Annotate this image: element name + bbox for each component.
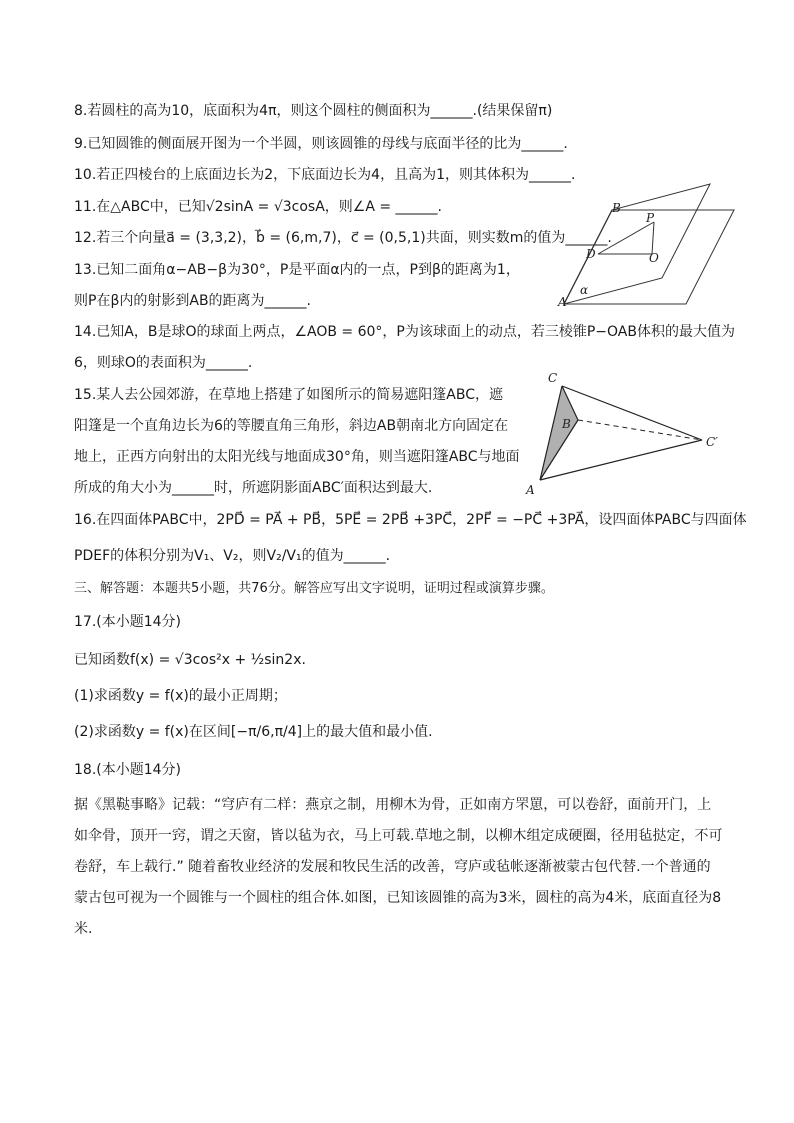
q17-part1: (1)求函数y = f(x)的最小正周期； (74, 688, 287, 704)
label-d: D (586, 247, 596, 261)
q14-line2: 6，则球O的表面积为______. (74, 355, 253, 371)
edge-c-cprime (562, 386, 702, 440)
q13-line2: 则P在β内的射影到AB的距离为______. (74, 293, 312, 309)
q8: 8.若圆柱的高为10，底面积为4π，则这个圆柱的侧面积为______.(结果保留π) (74, 103, 553, 119)
q15-line2: 阳篷是一个直角边长为6的等腰直角三角形，斜边AB朝南北方向固定在 (74, 418, 509, 434)
q18-title: 18.(本小题14分) (74, 762, 182, 778)
label-o: O (649, 251, 659, 265)
q12: 12.若三个向量a⃗ = (3,3,2)，b⃗ = (6,m,7)，c⃗ = (0,5,1)共面，则实数m的值为______. (74, 230, 612, 246)
segment-d-p (598, 222, 654, 254)
segment-p-o (652, 222, 654, 254)
label-a2: A (526, 483, 535, 497)
label-b2: B (562, 417, 571, 431)
label-c: C (548, 371, 558, 385)
edge-b-cprime (578, 420, 702, 440)
q13-line1: 13.已知二面角α−AB−β为30°，P是平面α内的一点，P到β的距离为1， (74, 262, 520, 278)
q14-line1: 14.已知A，B是球O的球面上两点，∠AOB = 60°，P为该球面上的动点，若三棱锥P−OAB体积的最大值为 (74, 324, 735, 340)
section-header: 三、解答题：本题共5小题，共76分。解答应写出文字说明，证明过程或演算步骤。 (74, 581, 554, 596)
q18-body: 据《黑鞑事略》记载：“穹庐有二样：燕京之制，用柳木为骨，正如南方罘罳，可以卷舒，面前开门，上如伞骨，顶开一窍，谓之天窗，皆以毡为衣，马上可载.草地之制，以柳木组定成硬圈，径用毡挞定，不可卷舒，车上载行.” 随着畜牧业经济的发展和牧民生活的改善，穹庐或毡帐逐渐被蒙古包代替.一个普通的蒙古包可视为一个圆锥与一个圆柱的组合体.如图，已知该圆锥的高为3米，圆柱的高为4米，底面直径为8米. (74, 797, 723, 937)
dihedral-figure (552, 178, 742, 310)
q9: 9.已知圆锥的侧面展开图为一个半圆，则该圆锥的母线与底面半径的比为______. (74, 136, 568, 152)
q17-title: 17.(本小题14分) (74, 614, 182, 630)
label-b: B (612, 201, 621, 215)
q15-line1: 15.某人去公园郊游，在草地上搭建了如图所示的简易遮阳篷ABC，遮 (74, 387, 503, 403)
shade-figure (520, 368, 726, 498)
label-p: P (646, 211, 655, 225)
label-cprime: C′ (706, 435, 718, 449)
q15-line4: 所成的角大小为______时，所遮阴影面ABC′面积达到最大. (74, 480, 433, 496)
q11: 11.在△ABC中，已知√2sinA = √3cosA，则∠A = ______. (74, 199, 443, 215)
edge-a-cprime (540, 440, 702, 480)
label-a: A (558, 295, 567, 309)
q16-line1: 16.在四面体PABC中，2PD⃗ = PA⃗ + PB⃗，5PE⃗ = 2PB⃗ +3PC⃗，2PF⃗ = −PC⃗ +3PA⃗，设四面体PABC与四面体 (74, 512, 747, 528)
label-alpha: α (580, 283, 589, 297)
q17-part2: (2)求函数y = f(x)在区间[−π/6,π/4]上的最大值和最小值. (74, 724, 433, 740)
q15-line3: 地上，正西方向射出的太阳光线与地面成30°角，则当遮阳篷ABC与地面 (74, 449, 520, 465)
q10: 10.若正四棱台的上底面边长为2，下底面边长为4，且高为1，则其体积为______. (74, 167, 576, 183)
q16-line2: PDEF的体积分别为V₁、V₂，则V₂/V₁的值为______. (74, 548, 391, 564)
q17-function: 已知函数f(x) = √3cos²x + ½sin2x. (74, 652, 306, 668)
